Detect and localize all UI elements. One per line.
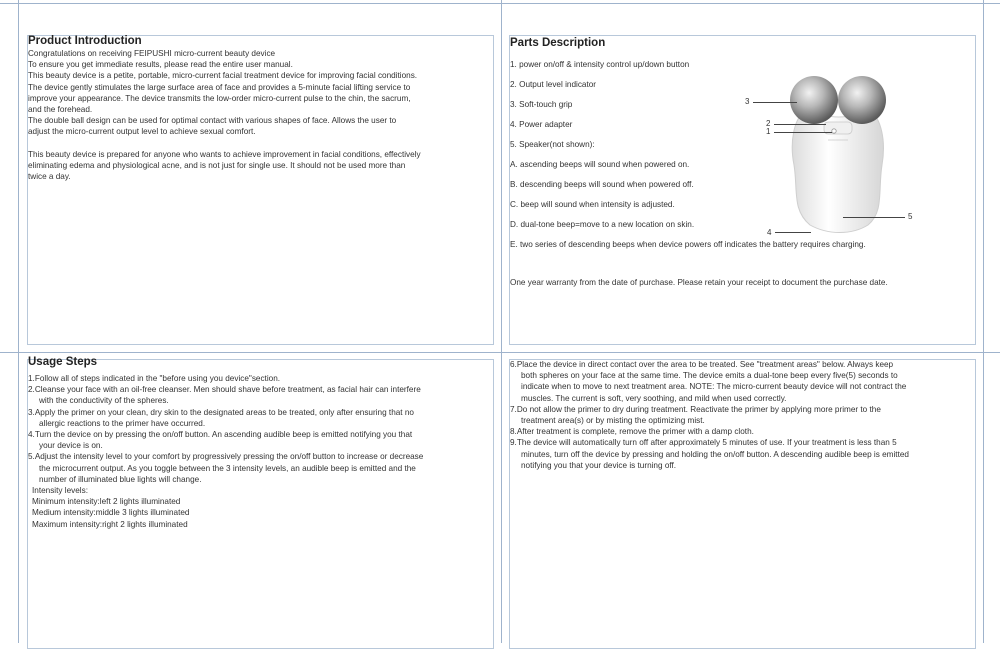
left-margin-rule: [18, 0, 19, 643]
intro-line: This beauty device is prepared for anyone who wants to achieve improvement in facial conditions, effectively: [28, 149, 421, 159]
intro-line: eliminating edema and physiological acne, and is not just for single use. It should not be used more than: [28, 160, 406, 170]
callout-4-line: [775, 232, 811, 233]
usage-step-cont: allergic reactions to the primer have occurred.: [39, 418, 206, 428]
intro-line: To ensure you get immediate results, please read the entire user manual.: [28, 60, 293, 70]
usage-step-cont: your device is on.: [39, 441, 103, 451]
parts-title: Parts Description: [510, 37, 606, 49]
device-illustration: [770, 70, 913, 240]
intro-line: The device gently stimulates the large surface area of face and provides a 5-minute facial lifting service to: [28, 82, 411, 92]
intro-line: improve your appearance. The device transmits the low-order micro-current pulse to the chin, the sacrum,: [28, 93, 411, 103]
usage-step-cont: with the conductivity of the spheres.: [39, 396, 169, 406]
intensity-title: Intensity levels:: [32, 486, 88, 496]
usage-step: 2.Cleanse your face with an oil-free cleanser. Men should shave before treatment, as facial hair can interfere: [28, 385, 421, 395]
callout-4: 4: [767, 228, 772, 237]
usage-step: 7.Do not allow the primer to dry during treatment. Reactivate the primer by applying more primer to the: [510, 404, 881, 414]
usage-step-cont: minutes, turn off the device by pressing and holding the on/off button. A descending audible beep is emitted: [521, 449, 909, 459]
intensity-level: Medium intensity:middle 3 lights illuminated: [32, 508, 190, 518]
usage-step: 1.Follow all of steps indicated in the "before using you device"section.: [28, 374, 281, 383]
device-right-sphere: [838, 76, 886, 124]
intensity-level: Maximum intensity:right 2 lights illuminated: [32, 519, 188, 529]
part-item-speaker: 5. Speaker(not shown):: [510, 140, 595, 149]
usage-step-cont: treatment area(s) or by misting the optimizing mist.: [521, 416, 705, 426]
callout-3: 3: [745, 97, 750, 106]
device-power-button: [832, 129, 836, 133]
intro-line: and the forehead.: [28, 105, 93, 115]
usage-steps-list: [28, 373, 494, 530]
speaker-note-c: C. beep will sound when intensity is adjusted.: [510, 200, 675, 209]
center-rule: [501, 0, 502, 643]
top-rule: [0, 3, 1000, 4]
callout-3-line: [753, 102, 797, 103]
speaker-note-d: D. dual-tone beep=move to a new location on skin.: [510, 220, 695, 229]
usage-step: 8.After treatment is complete, remove the primer with a damp cloth.: [510, 427, 754, 437]
usage-step: 5.Adjust the intensity level to your comfort by progressively pressing the on/off button to increase or decrease: [28, 452, 424, 462]
part-item-output-indicator: 2. Output level indicator: [510, 80, 597, 89]
intro-line: twice a day.: [28, 172, 71, 182]
right-margin-rule: [983, 0, 984, 643]
product-intro-title: Product Introduction: [28, 35, 142, 47]
usage-step: 4.Turn the device on by pressing the on/off button. An ascending audible beep is emitted notifying you that: [28, 430, 413, 440]
usage-step-cont: indicate when to move to next treatment area. NOTE: The micro-current beauty device will not contract the: [521, 382, 907, 392]
usage-step-cont: the microcurrent output. As you toggle between the 3 intensity levels, an audible beep is emitted and the: [39, 463, 416, 473]
intro-line: This beauty device is a petite, portable, micro-current facial treatment device for improving facial conditions.: [28, 71, 418, 81]
intro-line: adjust the micro-current output level to achieve sexual comfort.: [28, 127, 256, 137]
usage-step: 3.Apply the primer on your clean, dry skin to the designated areas to be treated, only after ensuring that no: [28, 407, 414, 417]
usage-continued-list: [510, 359, 976, 471]
part-item-grip: 3. Soft-touch grip: [510, 100, 573, 109]
usage-step: 9.The device will automatically turn off after approximately 5 minutes of use. If your treatment is less than 5: [510, 438, 897, 448]
speaker-note-e: E. two series of descending beeps when device powers off indicates the battery requires charging.: [510, 240, 866, 249]
callout-2-line: [774, 124, 826, 125]
usage-step: 6.Place the device in direct contact over the area to be treated. See "treatment areas" below. Always keep: [510, 360, 894, 369]
usage-steps-title: Usage Steps: [28, 356, 98, 368]
intensity-level: Minimum intensity:left 2 lights illuminated: [32, 497, 181, 507]
callout-2: 2: [766, 119, 771, 128]
warranty-text: One year warranty from the date of purchase. Please retain your receipt to document the purchase date.: [510, 278, 888, 287]
usage-step-cont: notifying you that your device is turning off.: [521, 460, 677, 470]
speaker-note-b: B. descending beeps will sound when powered off.: [510, 180, 694, 189]
intro-line: The double ball design can be used for optimal contact with various shapes of face. Allows the user to: [28, 116, 397, 126]
callout-5-line: [843, 217, 905, 218]
callout-5: 5: [908, 212, 913, 221]
middle-rule: [0, 352, 1000, 353]
part-item-power-adapter: 4. Power adapter: [510, 120, 573, 129]
part-item-power-button: 1. power on/off & intensity control up/down button: [510, 60, 690, 69]
speaker-note-a: A. ascending beeps will sound when powered on.: [510, 160, 690, 169]
usage-step-cont: muscles. The current is soft, very soothing, and mild when used correctly.: [521, 393, 787, 403]
callout-1: 1: [766, 127, 771, 136]
callout-1-line: [774, 132, 832, 133]
device-left-sphere: [790, 76, 838, 124]
usage-step-cont: number of illuminated blue lights will change.: [39, 474, 202, 484]
usage-step-cont: both spheres on your face at the same time. The device emits a dual-tone beep every five(5) seconds to: [521, 371, 898, 381]
product-intro-text: [28, 48, 494, 182]
intro-line: Congratulations on receiving FEIPUSHI micro-current beauty device: [28, 49, 276, 58]
